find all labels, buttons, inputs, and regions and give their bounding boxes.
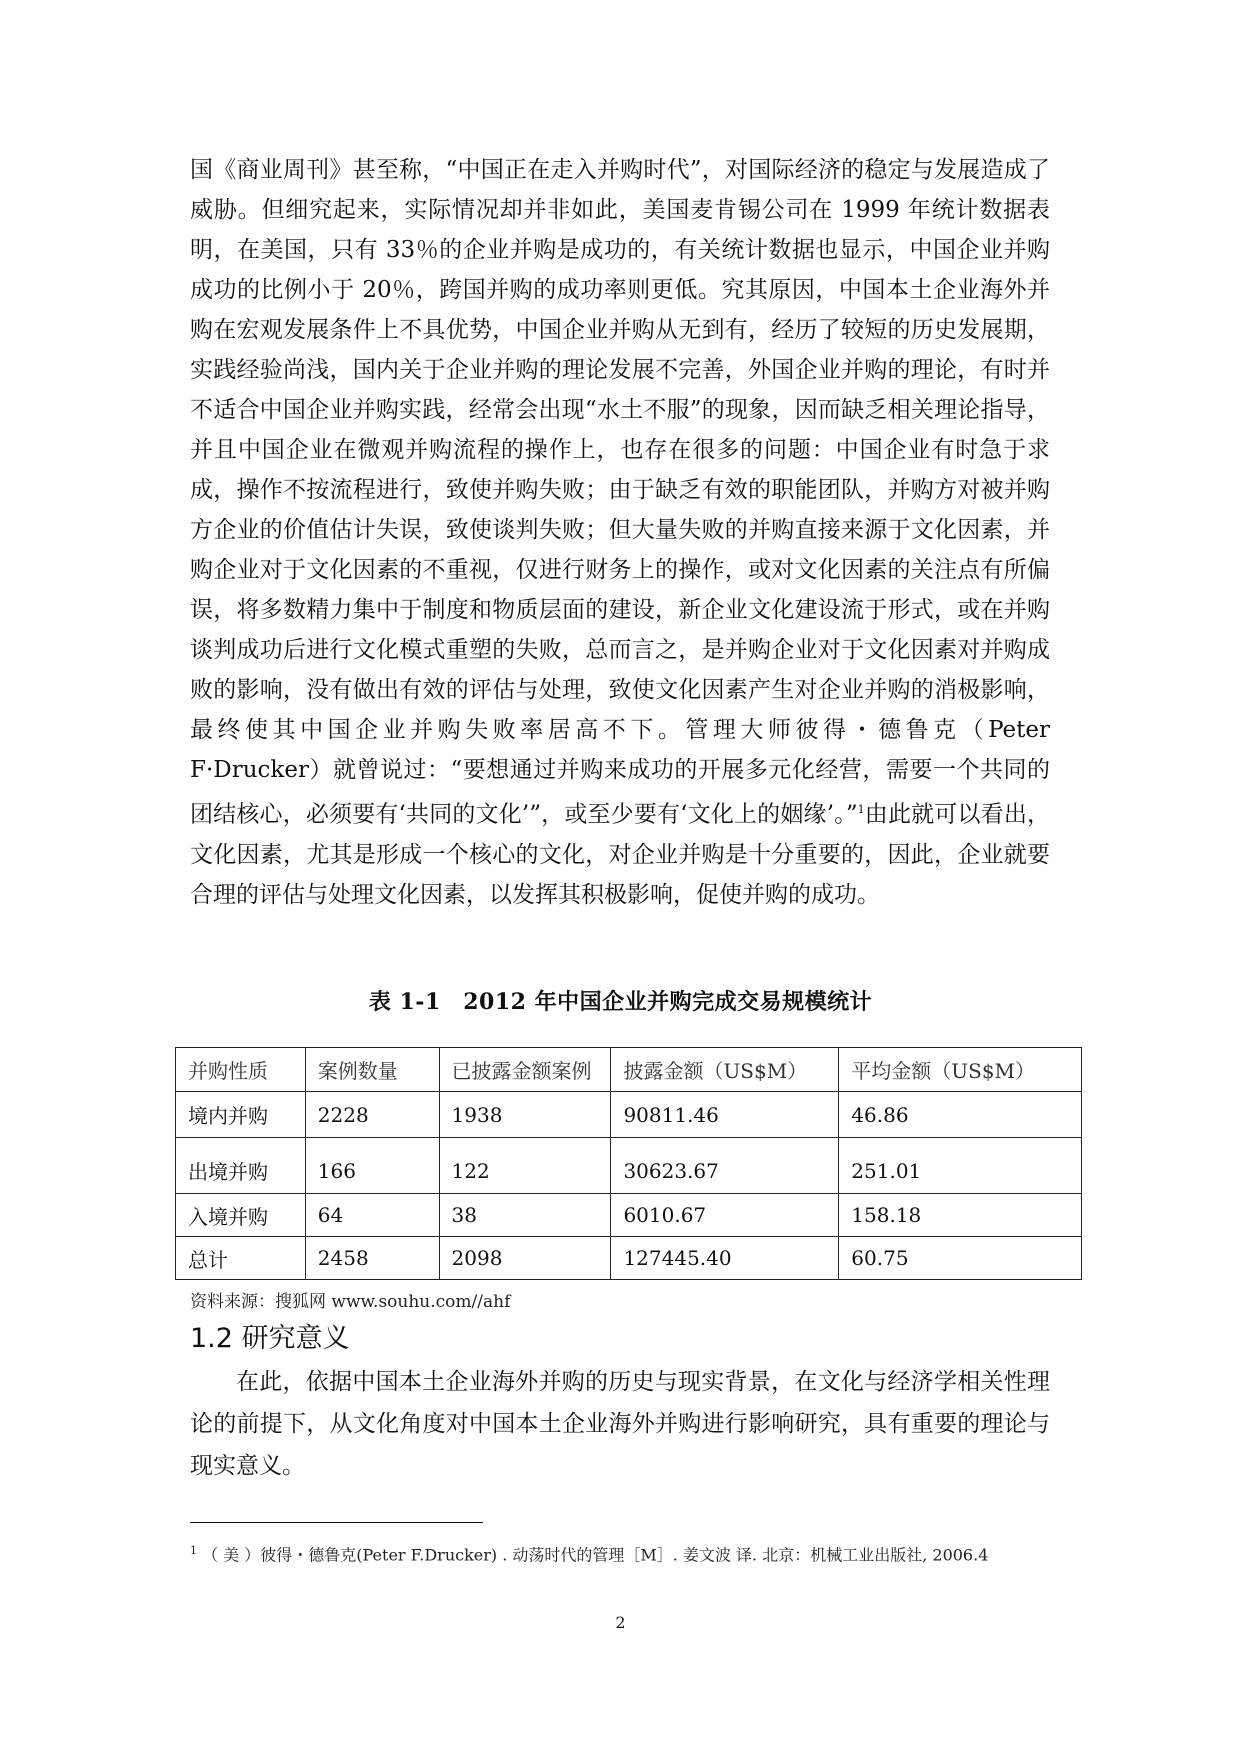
table-cell: 入境并购	[176, 1194, 306, 1237]
mna-statistics-table	[175, 1047, 1082, 1280]
table-cell: 2098	[439, 1237, 611, 1280]
footnote-reference: 1	[857, 803, 865, 816]
table-cell: 46.86	[839, 1092, 1082, 1138]
table-cell: 251.01	[839, 1138, 1082, 1194]
column-header: 已披露金额案例	[439, 1048, 611, 1092]
body-paragraph	[190, 150, 1050, 915]
table-cell: 60.75	[839, 1237, 1082, 1280]
table-row	[176, 1138, 1082, 1194]
table-cell: 30623.67	[611, 1138, 839, 1194]
table-cell: 127445.40	[611, 1237, 839, 1280]
table-title: 表 1-1 2012 年中国企业并购完成交易规模统计	[368, 989, 873, 1015]
section-paragraph: 在此，依据中国本土企业海外并购的历史与现实背景，在文化与经济学相关性理论的前提下，从文化角度对中国本土企业海外并购进行影响研究，具有重要的理论与现实意义。	[190, 1369, 1050, 1479]
body-paragraph-text: 国《商业周刊》甚至称，“中国正在走入并购时代”，对国际经济的稳定与发展造成了威胁。但细究起来，实际情况却并非如此，美国麦肯锡公司在 1999 年统计数据表明，在美国，只有 33％的企业并购是成功的，有关统计数据也显示，中国企业并购成功的比例小于 20％，跨国并购的成功率则更低。究其原因，中国本土企业海外并购在宏观发展条件上不具优势，中国企业并购从无到有，经历了较短的历史发展期，实践经验尚浅，国内关于企业并购的理论发展不完善，外国企业并购的理论，有时并不适合中国企业并购实践，经常会出现“水土不服”的现象，因而缺乏相关理论指导，并且中国企业在微观并购流程的操作上，也存在很多的问题：中国企业有时急于求成，操作不按流程进行，致使并购失败；由于缺乏有效的职能团队，并购方对被并购方企业的价值估计失误，致使谈判失败；但大量失败的并购直接来源于文化因素，并购企业对于文化因素的不重视，仅进行财务上的操作，或对文化因素的关注点有所偏误，将多数精力集中于制度和物质层面的建设，新企业文化建设流于形式，或在并购谈判成功后进行文化模式重塑的失败，总而言之，是并购企业对于文化因素对并购成败的影响，没有做出有效的评估与处理，致使文化因素产生对企业并购的消极影响，最终使其中国企业并购失败率居高不下。管理大师彼得・德鲁克（Peter F·Drucker）就曾说过：“要想通过并购来成功的开展多元化经营，需要一个共同的团结核心，必须要有‘共同的文化’”，或至少要有‘文化上的姻缘’。”	[190, 157, 1050, 828]
table-cell: 1938	[439, 1092, 611, 1138]
table-cell: 166	[305, 1138, 439, 1194]
table-cell: 38	[439, 1194, 611, 1237]
table-cell: 6010.67	[611, 1194, 839, 1237]
table-cell: 122	[439, 1138, 611, 1194]
table-row	[176, 1092, 1082, 1138]
column-header: 披露金额（US$M）	[611, 1048, 839, 1092]
column-header: 案例数量	[305, 1048, 439, 1092]
footnote-mark: 1	[190, 1544, 197, 1557]
table-cell: 2458	[305, 1237, 439, 1280]
table-cell: 总计	[176, 1237, 306, 1280]
table-cell: 90811.46	[611, 1092, 839, 1138]
footnote	[190, 1536, 1020, 1570]
table-source-note: 资料来源：搜狐网 www.souhu.com//ahf	[190, 1292, 511, 1312]
footnote-text: （ 美 ）彼得・德鲁克(Peter F.Drucker) . 动荡时代的管理［M］. 姜文波 译. 北京：机械工业出版社, 2006.4	[202, 1545, 989, 1565]
table-cell: 158.18	[839, 1194, 1082, 1237]
table-row	[176, 1194, 1082, 1237]
table-header-row	[176, 1048, 1082, 1092]
section-heading: 1.2 研究意义	[190, 1323, 350, 1354]
table-cell: 64	[305, 1194, 439, 1237]
table-cell: 境内并购	[176, 1092, 306, 1138]
body-paragraph-tail: 由此就可以看出，文化因素，尤其是形成一个核心的文化，对企业并购是十分重要的，因此，企业就要合理的评估与处理文化因素，以发挥其积极影响，促使并购的成功。	[190, 801, 1051, 908]
table-cell: 出境并购	[176, 1138, 306, 1194]
table-row-total	[176, 1237, 1082, 1280]
column-header: 平均金额（US$M）	[839, 1048, 1082, 1092]
page-number: 2	[615, 1613, 626, 1632]
footnote-separator	[190, 1522, 483, 1523]
column-header: 并购性质	[176, 1048, 306, 1092]
table-cell: 2228	[305, 1092, 439, 1138]
